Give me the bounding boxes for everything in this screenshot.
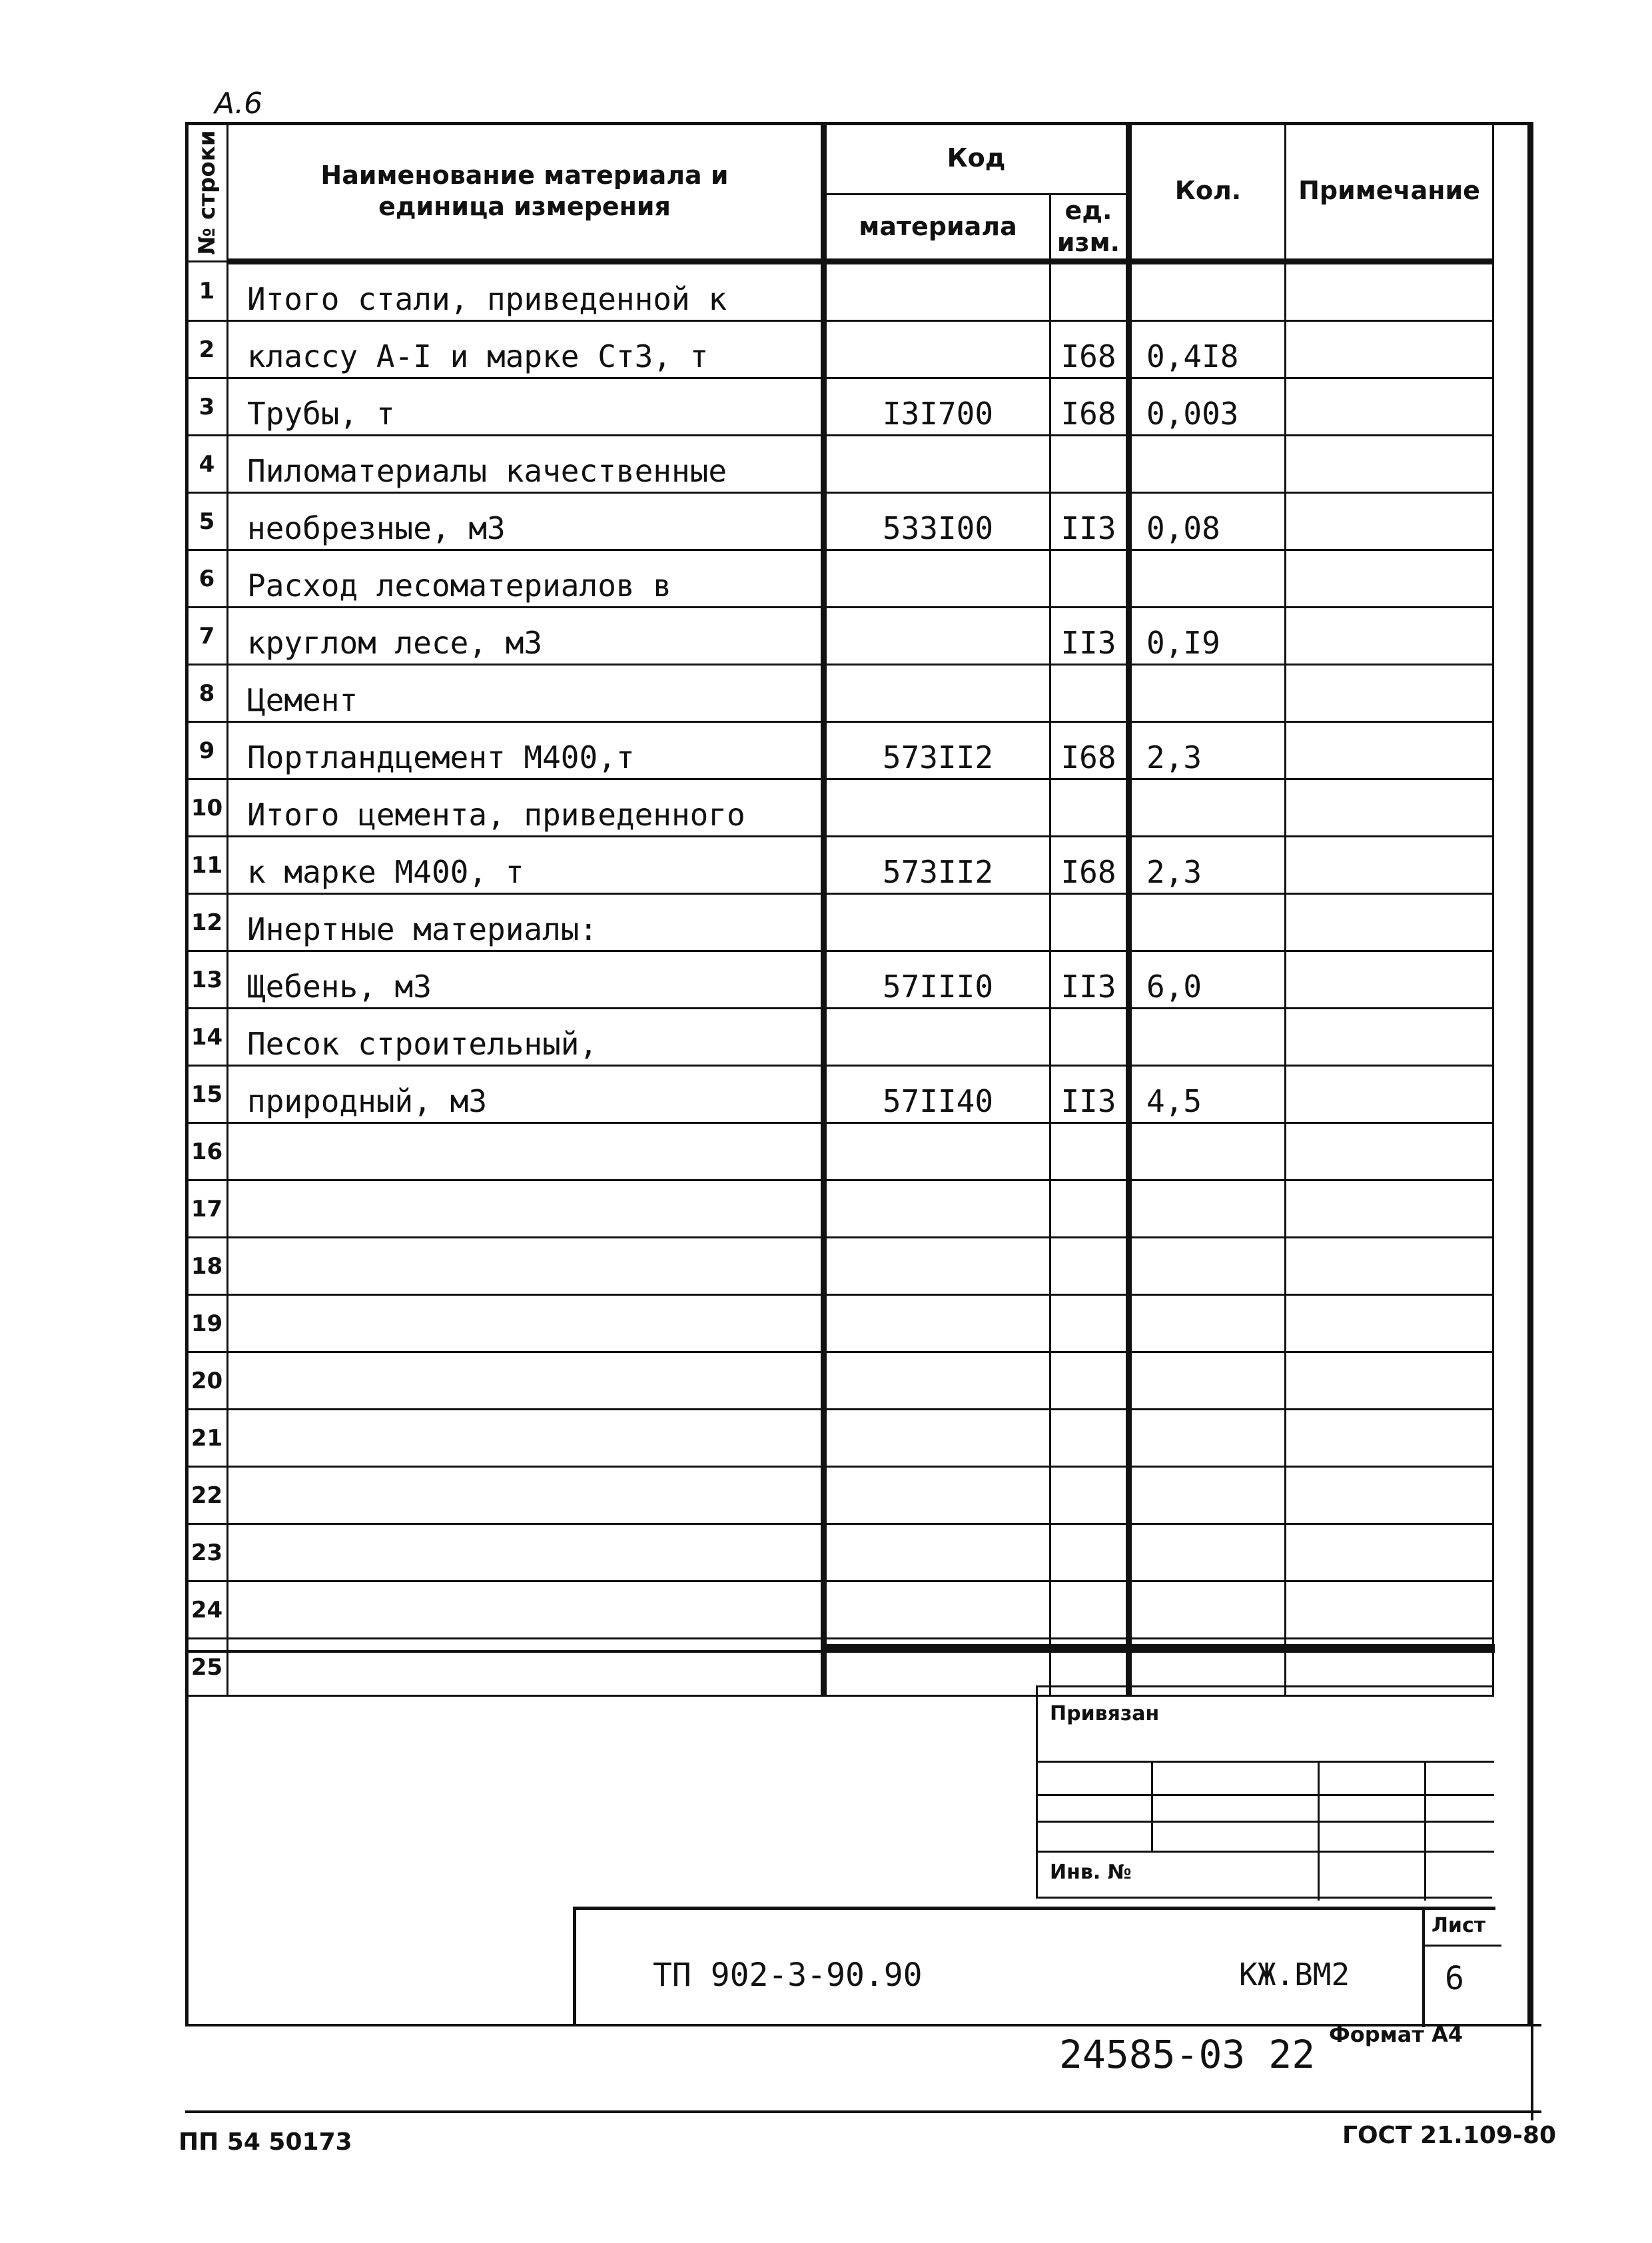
unit-code-cell: I68 [1050,378,1129,436]
row-number-cell: 4 [187,436,228,493]
note-cell [1286,1581,1493,1639]
material-name-cell: Цемент [228,665,824,722]
note-cell [1286,608,1493,665]
note-cell [1286,1410,1493,1467]
table-row [187,1524,1493,1581]
table-row [187,894,1493,951]
material-code-cell [824,550,1050,608]
unit-code-cell [1050,1295,1129,1352]
row-number-cell: 5 [187,493,228,550]
row-number-cell: 10 [187,779,228,837]
unit-code-cell: II3 [1050,1066,1129,1123]
row-number-cell: 15 [187,1066,228,1123]
quantity-cell [1129,1410,1286,1467]
material-name-cell [228,1123,824,1180]
note-cell [1286,665,1493,722]
quantity-cell: 0,I9 [1129,608,1286,665]
header-name: Наименование материала и единица измерения [228,123,824,262]
material-name-cell: Расход лесоматериалов в [228,550,824,608]
document-code: КЖ.ВМ2 [1239,1957,1350,1993]
material-name-cell [228,1639,824,1696]
quantity-cell [1129,262,1286,321]
quantity-cell: 0,4I8 [1129,321,1286,378]
material-name-cell [228,1410,824,1467]
note-cell [1286,1238,1493,1295]
material-code-cell [824,608,1050,665]
note-cell [1286,321,1493,378]
header-row-number: № строки [187,123,228,262]
row-number-cell: 2 [187,321,228,378]
material-code-cell: 533I00 [824,493,1050,550]
row-number-cell: 8 [187,665,228,722]
frame-right-edge [1531,122,1533,2120]
material-code-cell: 573II2 [824,837,1050,894]
table-row [187,1009,1493,1066]
quantity-cell [1129,1295,1286,1352]
table-row [187,1352,1493,1410]
note-cell [1286,951,1493,1009]
table-row [187,722,1493,779]
unit-code-cell [1050,1123,1129,1180]
material-name-cell: к марке М400, т [228,837,824,894]
material-code-cell [824,436,1050,493]
binding-stamp-grid [1036,1685,1492,1899]
material-name-cell: Портландцемент М400,т [228,722,824,779]
note-cell [1286,779,1493,837]
unit-code-cell [1050,550,1129,608]
sheet-marker: А.6 [214,87,263,121]
table-row [187,951,1493,1009]
table-row [187,1180,1493,1238]
table-row [187,665,1493,722]
quantity-cell [1129,1123,1286,1180]
material-code-cell: 573II2 [824,722,1050,779]
note-cell [1286,1295,1493,1352]
title-block [573,1907,1495,2026]
note-cell [1286,1467,1493,1524]
quantity-cell [1129,550,1286,608]
material-code-cell: I3I700 [824,378,1050,436]
unit-code-cell [1050,1524,1129,1581]
note-cell [1286,378,1493,436]
unit-code-cell: II3 [1050,608,1129,665]
row-number-cell: 14 [187,1009,228,1066]
note-cell [1286,262,1493,321]
material-code-cell [824,1123,1050,1180]
unit-code-cell [1050,665,1129,722]
table-row [187,1066,1493,1123]
material-code-cell [824,262,1050,321]
note-cell [1286,1066,1493,1123]
format-label: Формат А4 [1329,2022,1463,2047]
header-note: Примечание [1286,123,1493,262]
table-row [187,550,1493,608]
table-thick-bottom [821,1644,1495,1650]
header-code-material: материала [824,195,1050,262]
inventory-number-label: Инв. № [1050,1861,1132,1884]
table-row [187,378,1493,436]
material-name-cell: природный, м3 [228,1066,824,1123]
material-code-cell [824,1295,1050,1352]
material-name-cell [228,1295,824,1352]
material-code-cell [824,1581,1050,1639]
table-row [187,1410,1493,1467]
table-row [187,1295,1493,1352]
quantity-cell [1129,1238,1286,1295]
bound-label: Привязан [1050,1702,1160,1725]
row-number-cell: 22 [187,1467,228,1524]
row-number-cell: 9 [187,722,228,779]
material-code-cell [824,1009,1050,1066]
row-number-cell: 13 [187,951,228,1009]
material-code-cell [824,1238,1050,1295]
note-cell [1286,837,1493,894]
material-name-cell: Итого цемента, приведенного [228,779,824,837]
note-cell [1286,550,1493,608]
row-number-cell: 18 [187,1238,228,1295]
material-name-cell [228,1581,824,1639]
material-name-cell: необрезные, м3 [228,493,824,550]
unit-code-cell [1050,1009,1129,1066]
material-code-cell [824,1352,1050,1410]
row-number-cell: 7 [187,608,228,665]
header-qty: Кол. [1129,123,1286,262]
quantity-cell [1129,1467,1286,1524]
table-row [187,1238,1493,1295]
row-number-cell: 20 [187,1352,228,1410]
table-row [187,262,1493,321]
unit-code-cell [1050,262,1129,321]
unit-code-cell [1050,894,1129,951]
note-cell [1286,1009,1493,1066]
unit-code-cell: I68 [1050,722,1129,779]
material-code-cell [824,1180,1050,1238]
table-row [187,608,1493,665]
table-row [187,1123,1493,1180]
header-code: Код [824,123,1129,195]
quantity-cell [1129,1352,1286,1410]
material-name-cell: Песок строительный, [228,1009,824,1066]
quantity-cell: 2,3 [1129,837,1286,894]
unit-code-cell: II3 [1050,951,1129,1009]
material-name-cell: Щебень, м3 [228,951,824,1009]
row-number-cell: 24 [187,1581,228,1639]
row-number-cell: 17 [187,1180,228,1238]
quantity-cell: 2,3 [1129,722,1286,779]
unit-code-cell [1050,1410,1129,1467]
footer-standard: ГОСТ 21.109-80 [1342,2122,1557,2149]
material-name-cell: классу А-I и марке Ст3, т [228,321,824,378]
row-number-cell: 23 [187,1524,228,1581]
material-code-cell [824,665,1050,722]
quantity-cell [1129,1581,1286,1639]
material-code-cell: 57III0 [824,951,1050,1009]
row-number-cell: 25 [187,1639,228,1696]
sheet-number: 6 [1445,1960,1464,1997]
material-name-cell: Итого стали, приведенной к [228,262,824,321]
material-code-cell [824,894,1050,951]
quantity-cell [1129,1524,1286,1581]
sheet-box [1422,1910,1499,2027]
material-name-cell [228,1238,824,1295]
unit-code-cell: I68 [1050,321,1129,378]
table-row [187,436,1493,493]
quantity-cell: 6,0 [1129,951,1286,1009]
table-row [187,1581,1493,1639]
quantity-cell [1129,894,1286,951]
material-name-cell: Инертные материалы: [228,894,824,951]
unit-code-cell [1050,779,1129,837]
row-number-cell: 11 [187,837,228,894]
unit-code-cell [1050,1180,1129,1238]
material-code-cell [824,1524,1050,1581]
row-number-cell: 6 [187,550,228,608]
row-number-cell: 16 [187,1123,228,1180]
quantity-cell [1129,1180,1286,1238]
table-row [187,493,1493,550]
unit-code-cell [1050,436,1129,493]
material-name-cell [228,1352,824,1410]
row-number-cell: 3 [187,378,228,436]
material-code-cell [824,1467,1050,1524]
note-cell [1286,1123,1493,1180]
document-number: ТП 902-3-90.90 [653,1957,923,1994]
table-row [187,837,1493,894]
note-cell [1286,1180,1493,1238]
note-cell [1286,493,1493,550]
table-bottom-line [185,1650,1495,1653]
sheet-label: Лист [1432,1914,1486,1937]
quantity-cell [1129,665,1286,722]
material-name-cell: Пиломатериалы качественные [228,436,824,493]
quantity-cell: 0,08 [1129,493,1286,550]
unit-code-cell: I68 [1050,837,1129,894]
note-cell [1286,722,1493,779]
material-code-cell [824,1410,1050,1467]
table-row [187,779,1493,837]
table-row [187,321,1493,378]
note-cell [1286,1524,1493,1581]
unit-code-cell [1050,1467,1129,1524]
quantity-cell [1129,779,1286,837]
quantity-cell: 0,003 [1129,378,1286,436]
note-cell [1286,436,1493,493]
unit-code-cell [1050,1352,1129,1410]
material-code-cell: 57II40 [824,1066,1050,1123]
footer-separator-line [185,2110,1541,2113]
quantity-cell [1129,1009,1286,1066]
unit-code-cell [1050,1238,1129,1295]
unit-code-cell [1050,1581,1129,1639]
quantity-cell: 4,5 [1129,1066,1286,1123]
row-number-cell: 19 [187,1295,228,1352]
material-code-cell [824,321,1050,378]
material-code-cell [824,779,1050,837]
table-row [187,1467,1493,1524]
material-spec-table [185,122,1494,1697]
material-name-cell [228,1180,824,1238]
note-cell [1286,1352,1493,1410]
material-name-cell [228,1467,824,1524]
material-name-cell: Трубы, т [228,378,824,436]
quantity-cell [1129,436,1286,493]
footer-left-code: ПП 54 50173 [179,2128,352,2156]
material-name-cell [228,1524,824,1581]
row-number-cell: 21 [187,1410,228,1467]
note-cell [1286,894,1493,951]
unit-code-cell: II3 [1050,493,1129,550]
row-number-cell: 12 [187,894,228,951]
row-number-cell: 1 [187,262,228,321]
handwritten-number: 24585-03 22 [1059,2032,1316,2077]
material-name-cell: круглом лесе, м3 [228,608,824,665]
header-code-unit: ед. изм. [1050,195,1129,262]
